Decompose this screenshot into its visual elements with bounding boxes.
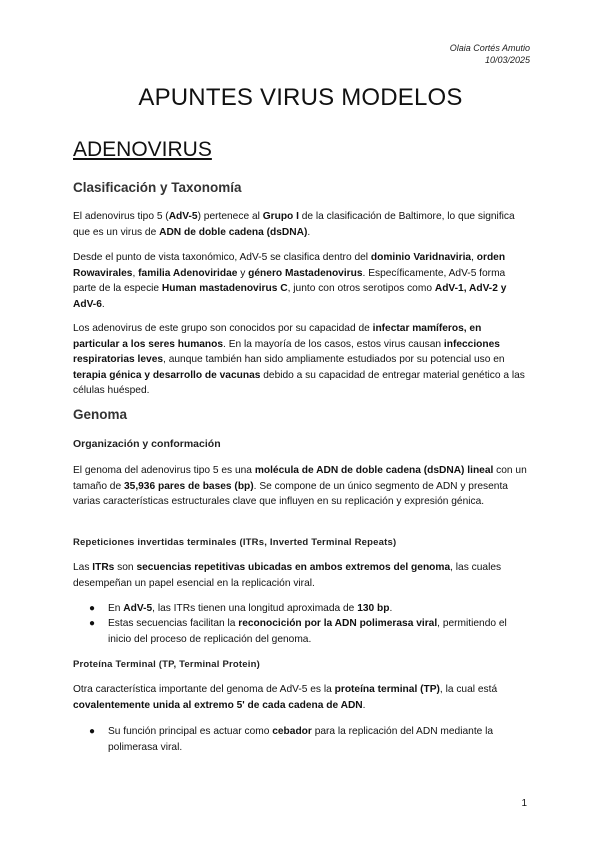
- page-number: 1: [521, 798, 527, 809]
- paragraph-genoma: El genoma del adenovirus tipo 5 es una molécula de ADN de doble cadena (dsDNA) lineal con un tamaño de 35,936 pares de bases (bp). Se compone de un único segmento de ADN y presenta varias características estructurales clave que influyen en su replicación y expresión génica.: [73, 465, 527, 507]
- heading-organizacion: Organización y conformación: [73, 438, 221, 450]
- bullet-icon: ●: [89, 603, 96, 614]
- paragraph-taxonomia: Desde el punto de vista taxonómico, AdV-5 se clasifica dentro del dominio Varidnaviria, orden Rowavirales, familia Adenoviridae y género Mastadenovirus. Específicamente, AdV-5 forma parte de la especie Human mastadenovirus C, junto con otros serotipos como AdV-1, AdV-2 y AdV-6.: [73, 252, 507, 310]
- page-title: APUNTES VIRUS MODELOS: [138, 84, 463, 111]
- list-item-itrs-length: ● En AdV-5, las ITRs tienen una longitud aproximada de 130 bp.: [73, 601, 528, 617]
- paragraph-proteina-terminal: Otra característica importante del genoma de AdV-5 es la proteína terminal (TP), la cual está covalentemente unida al extremo 5' de cada cadena de ADN.: [73, 684, 498, 711]
- heading-proteina-terminal: Proteína Terminal (TP, Terminal Protein): [73, 659, 260, 670]
- author-name: Olaia Cortés Amutio: [449, 43, 530, 53]
- bullet-icon: ●: [89, 726, 96, 737]
- document-date: 10/03/2025: [484, 55, 530, 65]
- subsection-heading-clasificacion: Clasificación y Taxonomía: [73, 180, 242, 195]
- list-item-itrs-function: ● Estas secuencias facilitan la reconocición por la ADN polimerasa viral, permitiendo el inicio del proceso de replicación del genoma.: [89, 618, 507, 645]
- bullet-icon: ●: [89, 618, 96, 629]
- list-item-cebador: ● Su función principal es actuar como cebador para la replicación del ADN mediante la polimerasa viral.: [89, 726, 494, 753]
- subsection-heading-genoma: Genoma: [73, 407, 128, 422]
- paragraph-infeccion: Los adenovirus de este grupo son conocidos por su capacidad de infectar mamíferos, en particular a los seres humanos. En la mayoría de los casos, estos virus causan infecciones respiratorias leves, aunque también han sido ampliamente estudiados por su potencial uso en terapia génica y desarrollo de vacunas debido a su capacidad de entregar material genético a las células huésped.: [73, 323, 525, 396]
- paragraph-itrs: Las ITRs son secuencias repetitivas ubicadas en ambos extremos del genoma, las cuales desempeñan un papel esencial en la replicación viral.: [73, 562, 502, 589]
- document-header: [450, 42, 530, 66]
- paragraph-clasificacion: El adenovirus tipo 5 (AdV-5) pertenece al Grupo I de la clasificación de Baltimore, lo que significa que es un virus de ADN de doble cadena (dsDNA).: [73, 211, 515, 238]
- heading-itrs: Repeticiones invertidas terminales (ITRs, Inverted Terminal Repeats): [73, 537, 397, 548]
- section-heading-adenovirus: ADENOVIRUS: [73, 138, 212, 161]
